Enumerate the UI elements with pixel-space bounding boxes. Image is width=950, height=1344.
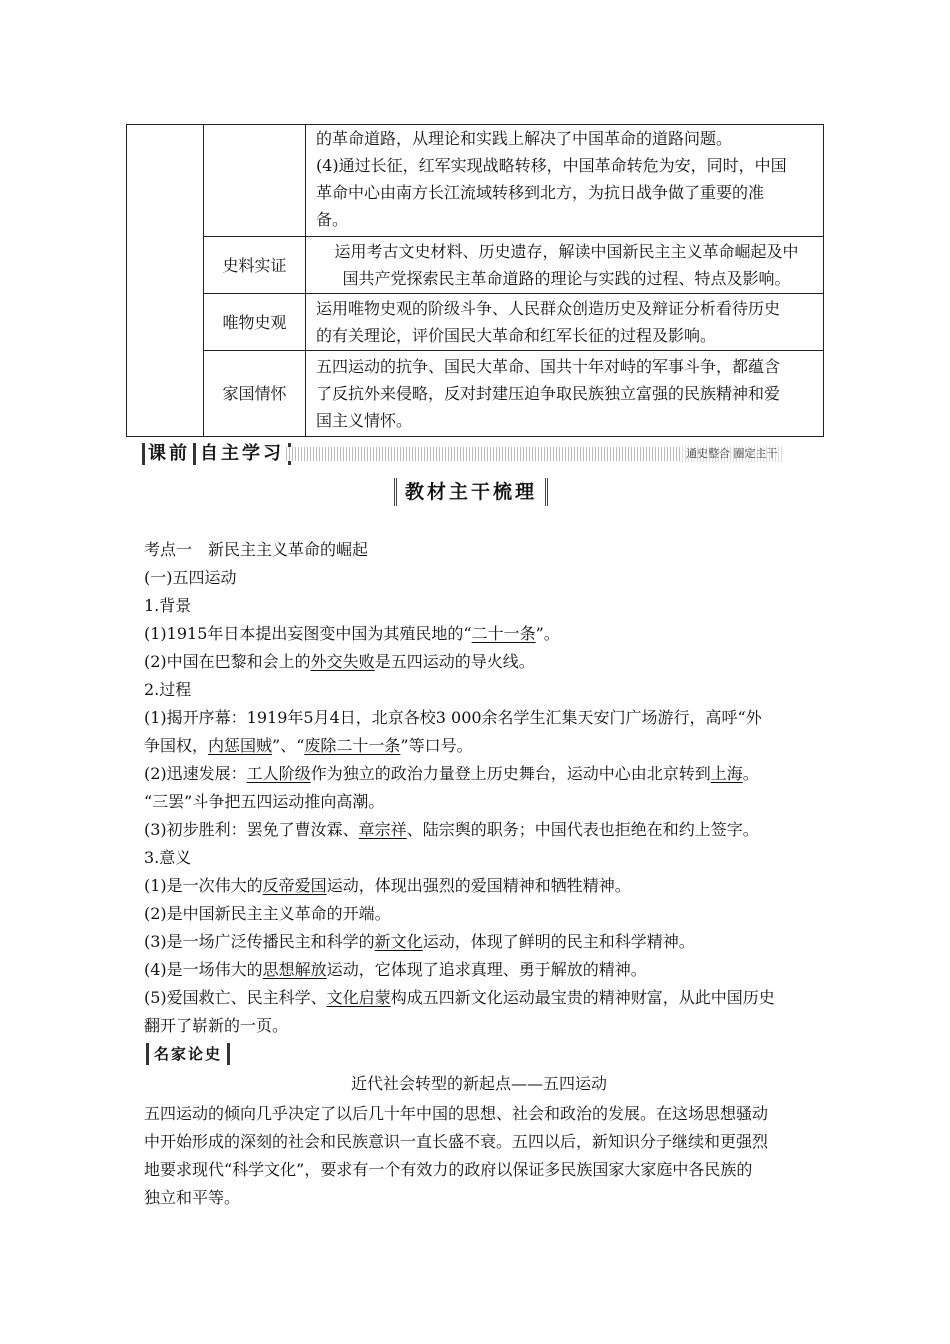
paragraph: 翻开了崭新的一页。 [144,1016,289,1035]
banner-hatch-decoration [286,447,682,461]
keyword-underlined: 思想解放 [262,960,327,979]
text-span: (2)中国在巴黎和会上的 [144,652,311,671]
keyword-underlined: 新文化 [374,932,423,951]
paragraph: (1)揭开序幕：1919年5月4日，北京各校3 000余名学生汇集天安门广场游行，高呼“外 [144,708,762,727]
table-text-line: 革命中心由南方长江流域转移到北方，为抗日战争做了重要的准 [316,183,765,202]
table-content-cell [306,294,824,351]
competency-table [126,124,824,437]
table-content-cell [306,351,824,437]
keyword-underlined: 工人阶级 [246,764,311,783]
paragraph: (2)是中国新民主主义革命的开端。 [144,904,391,923]
keyword-underlined: 内惩国贼 [208,736,273,755]
paragraph [144,648,814,676]
text-span: (3)是一场广泛传播民主和科学的 [144,932,375,951]
text-span: 运动，体现出强烈的爱国精神和牺牲精神。 [326,876,631,895]
text-span: (5)爱国救亡、民主科学、 [144,988,327,1007]
text-span: (3)初步胜利：罢免了曹汝霖、 [144,820,359,839]
paragraph [144,732,814,760]
text-span: ”。 [535,624,560,643]
table-label-cell: 唯物史观 [204,294,306,351]
keyword-underlined: 文化启蒙 [326,988,391,1007]
table-text-line: 运用唯物史观的阶级斗争、人民群众创造历史及辩证分析看待历史 [316,299,781,318]
paragraph [144,620,814,648]
keyword-underlined: 外交失败 [310,652,375,671]
table-text-line: (4)通过长征，红军实现战略转移，中国革命转危为安，同时，中国 [316,156,787,175]
table-label-cell: 史料实证 [204,237,306,294]
article-line: 五四运动的倾向几乎决定了以后几十年中国的思想、社会和政治的发展。在这场思想骚动 [144,1104,769,1123]
text-span: 是五四运动的导火线。 [374,652,535,671]
article-body [144,1100,814,1212]
paragraph [144,984,814,1012]
famous-commentary-tag: 名家论史 [146,1043,230,1065]
item-heading: 1.背景 [144,596,192,615]
keyword-underlined: 反帝爱国 [262,876,327,895]
article-title: 近代社会转型的新起点——五四运动 [350,1074,607,1093]
article-line: 独立和平等。 [144,1188,241,1207]
table-text-line: 的有关理论，评价国民大革命和红军长征的过程及影响。 [316,326,717,345]
keyword-underlined: 废除二十一条 [304,736,401,755]
table-text-line: 国共产党探索民主革命道路的理论与实践的过程、特点及影响。 [342,269,791,288]
text-span: 运动，体现了鲜明的民主和科学精神。 [422,932,695,951]
text-span: 构成五四新文化运动最宝贵的精神财富，从此中国历史 [390,988,775,1007]
table-text-line: 国主义情怀。 [316,411,413,430]
section-banner [126,443,816,465]
text-span: 运动，它体现了追求真理、勇于解放的精神。 [326,960,647,979]
table-row [127,125,824,237]
section-title: 教材主干梳理 [394,478,548,506]
table-content-cell [306,237,824,294]
article-line: 地要求现代“科学文化”，要求有一个有效力的政府以保证多民族国家大家庭中各民族的 [144,1160,753,1179]
table-category-cell [127,125,204,437]
paragraph [144,760,814,788]
text-span: ”等口号。 [400,736,473,755]
banner-tag-before-class: 课前 [142,443,196,465]
paragraph [144,816,814,844]
table-row [127,237,824,294]
text-span: ”、“ [272,736,305,755]
item-heading: 3.意义 [144,848,192,867]
table-text-line: 的革命道路，从理论和实践上解决了中国革命的道路问题。 [316,129,733,148]
paragraph: “三罢”斗争把五四运动推向高潮。 [144,792,385,811]
keyword-underlined: 上海 [710,764,743,783]
table-label-cell: 家国情怀 [204,351,306,437]
table-text-line: 了反抗外来侵略，反对封建压迫争取民族独立富强的民族精神和爱 [316,384,781,403]
table-content-cell [306,125,824,237]
table-row [127,294,824,351]
paragraph [144,928,814,956]
text-span: (1)1915年日本提出妄图变中国为其殖民地的“ [144,624,472,643]
table-label-cell [204,125,306,237]
banner-tag-self-study: 自主学习 [196,443,291,465]
item-heading: 2.过程 [144,680,192,699]
text-span: (2)迅速发展： [144,764,247,783]
key-point-heading: 考点一 新民主主义革命的崛起 [144,540,369,559]
table-text-line: 五四运动的抗争、国民大革命、国共十年对峙的军事斗争，都蕴含 [316,357,781,376]
paragraph [144,956,814,984]
text-span: (4)是一场伟大的 [144,960,263,979]
text-span: 。 [742,764,759,783]
table-text-line: 运用考古文史材料、历史遗存，解读中国新民主主义革命崛起及中 [334,242,799,261]
text-span: 争国权， [144,736,209,755]
article-line: 中开始形成的深刻的社会和民族意识一直长盛不衰。五四以后，新知识分子继续和更强烈 [144,1132,769,1151]
paragraph [144,872,814,900]
text-span: (1)是一次伟大的 [144,876,263,895]
text-span: 、陆宗舆的职务；中国代表也拒绝在和约上签字。 [406,820,759,839]
keyword-underlined: 二十一条 [471,624,536,643]
main-content [144,536,814,1040]
table-row [127,351,824,437]
table-text-line: 备。 [316,210,349,229]
subsection-heading: (一)五四运动 [144,568,237,587]
keyword-underlined: 章宗祥 [358,820,407,839]
text-span: 作为独立的政治力量登上历史舞台，运动中心由北京转到 [310,764,711,783]
banner-subtitle: 通史整合 圈定主干 [682,446,782,462]
